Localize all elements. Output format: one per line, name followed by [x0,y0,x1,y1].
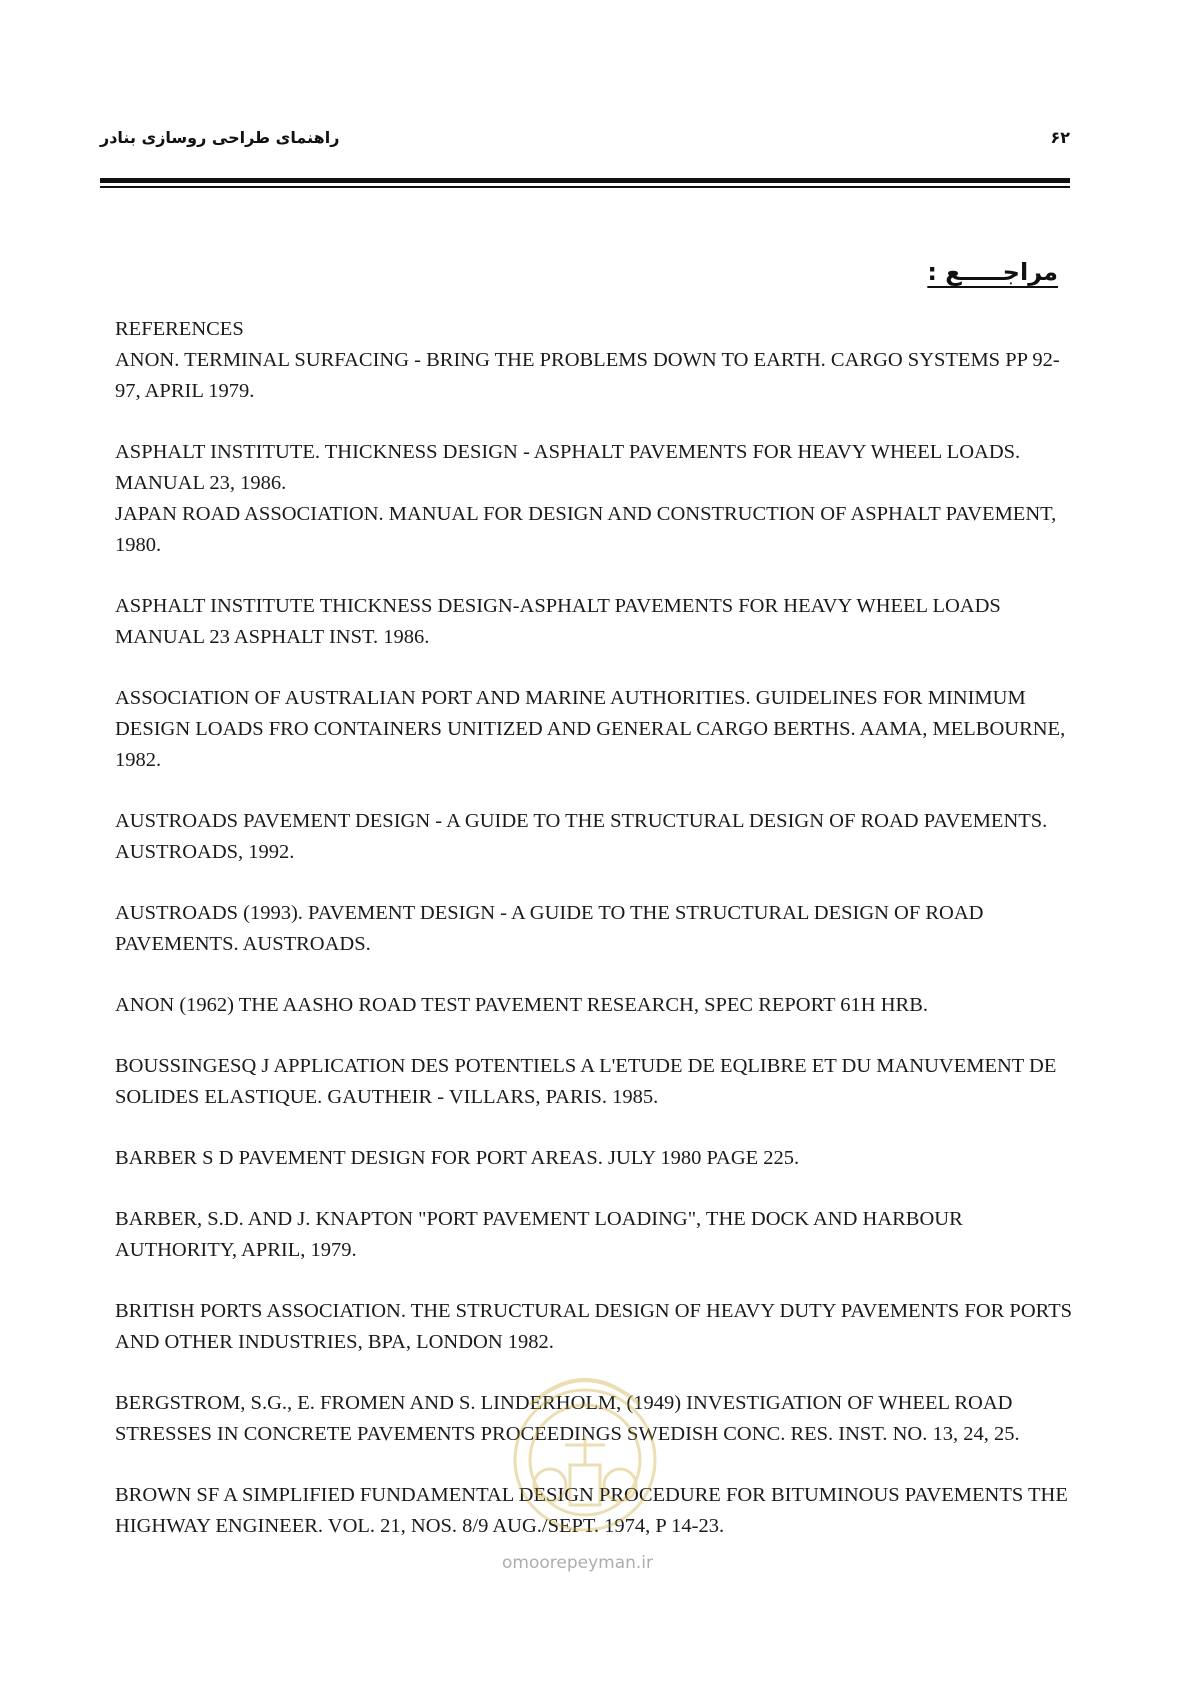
reference-item: BERGSTROM, S.G., E. FROMEN AND S. LINDERHOLM, (1949) INVESTIGATION OF WHEEL ROAD STRESSES IN CONCRETE PAVEMENTS PROCEEDINGS SWEDISH CONC. RES. INST. NO. 13, 24, 25. [115,1392,1020,1445]
header-rule-thin [100,186,1070,188]
reference-item: BOUSSINGESQ J APPLICATION DES POTENTIELS A L'ETUDE DE EQLIBRE ET DU MANUVEMENT DE SOLIDES ELASTIQUE. GAUTHEIR - VILLARS, PARIS. 1985. [115,1055,1057,1108]
references-body [115,314,1075,1542]
reference-item: ANON (1962) THE AASHO ROAD TEST PAVEMENT RESEARCH, SPEC REPORT 61H HRB. [115,994,929,1016]
reference-item: JAPAN ROAD ASSOCIATION. MANUAL FOR DESIGN AND CONSTRUCTION OF ASPHALT PAVEMENT, 1980. [115,503,1057,556]
reference-item: BROWN SF A SIMPLIFIED FUNDAMENTAL DESIGN PROCEDURE FOR BITUMINOUS PAVEMENTS THE HIGHWAY ENGINEER. VOL. 21, NOS. 8/9 AUG./SEPT. 1974, P 14-23. [115,1484,1068,1537]
page-header [100,128,1070,158]
reference-item: BARBER S D PAVEMENT DESIGN FOR PORT AREAS. JULY 1980 PAGE 225. [115,1147,800,1169]
reference-item: ASSOCIATION OF AUSTRALIAN PORT AND MARINE AUTHORITIES. GUIDELINES FOR MINIMUM DESIGN LOADS FRO CONTAINERS UNITIZED AND GENERAL CARGO BERTHS. AAMA, MELBOURNE, 1982. [115,687,1066,771]
reference-item: ASPHALT INSTITUTE THICKNESS DESIGN-ASPHALT PAVEMENTS FOR HEAVY WHEEL LOADS MANUAL 23 ASPHALT INST. 1986. [115,595,1001,648]
reference-item: AUSTROADS (1993). PAVEMENT DESIGN - A GUIDE TO THE STRUCTURAL DESIGN OF ROAD PAVEMENTS. AUSTROADS. [115,902,984,955]
section-heading: مراجـــــع : [927,258,1058,286]
reference-item: ASPHALT INSTITUTE. THICKNESS DESIGN - ASPHALT PAVEMENTS FOR HEAVY WHEEL LOADS. MANUAL 23, 1986. [115,441,1021,494]
reference-item: BARBER, S.D. AND J. KNAPTON "PORT PAVEMENT LOADING", THE DOCK AND HARBOUR AUTHORITY, APRIL, 1979. [115,1208,963,1261]
watermark-text: omoorepeyman.ir [502,1553,654,1573]
references-label: REFERENCES [115,318,244,340]
header-rule-thick [100,178,1070,183]
book-title: راهنمای طراحی روسازی بنادر [100,128,340,147]
reference-item: BRITISH PORTS ASSOCIATION. THE STRUCTURAL DESIGN OF HEAVY DUTY PAVEMENTS FOR PORTS AND OTHER INDUSTRIES, BPA, LONDON 1982. [115,1300,1073,1353]
reference-item: AUSTROADS PAVEMENT DESIGN - A GUIDE TO THE STRUCTURAL DESIGN OF ROAD PAVEMENTS. AUSTROADS, 1992. [115,810,1048,863]
page-number: ۶۲ [1050,128,1070,147]
reference-item: ANON. TERMINAL SURFACING - BRING THE PROBLEMS DOWN TO EARTH. CARGO SYSTEMS PP 92-97, APRIL 1979. [115,349,1060,402]
